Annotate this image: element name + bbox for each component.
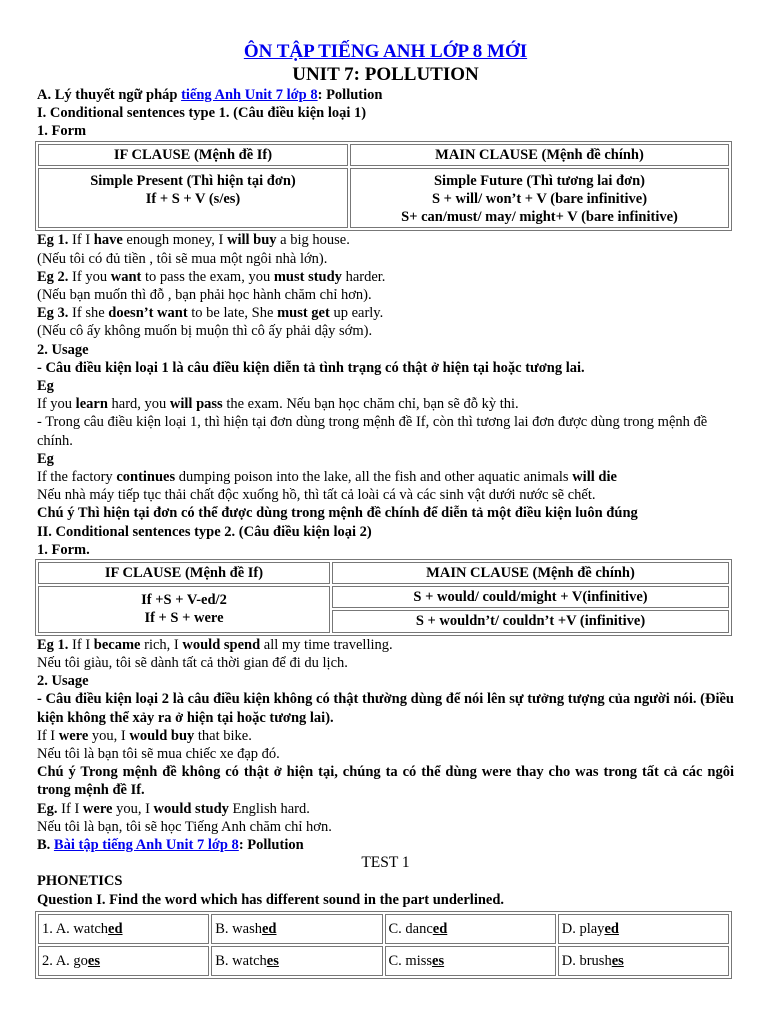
example-text: up early. — [329, 305, 384, 322]
main-clause-header: MAIN CLAUSE (Mệnh đề chính) — [350, 144, 729, 166]
underlined-part: es — [266, 952, 279, 969]
example-text: dumping poison into the lake, all the fish and other aquatic animals — [175, 469, 573, 486]
example-text: the exam. Nếu bạn học chăm chỉ, bạn sẽ đỗ kỳ thi. — [222, 396, 519, 413]
example-line — [37, 636, 734, 654]
option-text: 1. A. watch — [42, 920, 109, 937]
example-label: Eg 1. — [37, 636, 69, 653]
section-b-heading — [37, 836, 734, 854]
example-line — [37, 395, 734, 413]
section-b-suffix: : Pollution — [238, 836, 304, 853]
example-bold: would spend — [182, 636, 261, 653]
unit-title: UNIT 7: POLLUTION — [292, 64, 479, 85]
underlined-part: ed — [432, 920, 448, 937]
question-table — [35, 911, 732, 979]
option-text: D. play — [561, 920, 605, 937]
main-clause-cell: S + would/ could/might + V(infinitive) — [332, 586, 729, 608]
test-title: TEST 1 — [361, 854, 410, 872]
answer-option[interactable] — [385, 946, 556, 976]
example-translation: Nếu tôi là bạn, tôi sẽ học Tiếng Anh chăm chỉ hơn. — [37, 818, 332, 835]
type2-heading: II. Conditional sentences type 2. (Câu điều kiện loại 2) — [37, 523, 372, 540]
type1-form-table — [35, 141, 732, 232]
type1-form-heading: 1. Form — [37, 123, 87, 140]
example-translation: (Nếu cô ấy không muốn bị muộn thì cô ấy phải dậy sớm). — [37, 323, 373, 340]
table-row — [38, 946, 729, 976]
example-bold: doesn’t want — [108, 305, 188, 322]
option-text: 2. A. go — [42, 952, 88, 969]
example-text: you, I — [88, 727, 130, 744]
answer-option[interactable] — [38, 914, 209, 944]
if-clause-header: IF CLAUSE (Mệnh đề If) — [38, 144, 348, 166]
example-bold: have — [93, 232, 123, 249]
table-header-row — [38, 562, 729, 584]
example-text: you, I — [112, 800, 154, 817]
option-text: C. miss — [388, 952, 433, 969]
example-translation: (Nếu tôi có đủ tiền , tôi sẽ mua một ngôi nhà lớn). — [37, 250, 328, 267]
example-translation: Nếu tôi là bạn tôi sẽ mua chiếc xe đạp đó. — [37, 745, 280, 762]
example-bold: must get — [277, 305, 330, 322]
underlined-part: ed — [604, 920, 619, 937]
if-clause-line: If + S + were — [144, 610, 224, 627]
document-title[interactable] — [37, 40, 734, 64]
example-label: Eg 1. — [37, 232, 69, 249]
type2-note-bold: Chú ý Trong mệnh đề không có thật ở hiện tại, chúng ta có thể dùng were thay cho was trong tất cả các ngôi trong mệnh đề If. — [37, 764, 734, 799]
question-heading: Question I. Find the word which has different sound in the part underlined. — [37, 891, 505, 908]
section-b-prefix: B. — [37, 836, 54, 853]
example-bold: continues — [116, 469, 176, 486]
type1-note: - Trong câu điều kiện loại 1, thì hiện tại đơn dùng trong mệnh đề If, còn thì tương lai đơn được dùng trong mệnh đề chính. — [37, 414, 708, 449]
option-text: B. watch — [215, 952, 267, 969]
underlined-part: es — [611, 952, 624, 969]
option-text: D. brush — [561, 952, 612, 969]
example-translation: Nếu tôi giàu, tôi sẽ dành tất cả thời gian để đi du lịch. — [37, 654, 348, 671]
example-text: If you — [68, 268, 111, 285]
example-bold: would buy — [129, 727, 195, 744]
eg-label: Eg — [37, 450, 54, 467]
section-a-heading — [37, 86, 734, 104]
example-bold: would study — [153, 800, 229, 817]
example-text: If I — [68, 232, 94, 249]
example-translation: (Nếu bạn muốn thì đỗ , bạn phải học hành chăm chỉ hơn). — [37, 287, 372, 304]
example-text: all my time travelling. — [260, 636, 393, 653]
example-text: hard, you — [107, 396, 170, 413]
table-row — [38, 168, 729, 229]
example-line — [37, 268, 734, 286]
main-clause-line: S+ can/must/ may/ might+ V (bare infinitive) — [401, 209, 678, 226]
example-text: If she — [68, 305, 109, 322]
if-clause-line: If +S + V-ed/2 — [141, 592, 227, 609]
underlined-part: ed — [261, 920, 277, 937]
if-clause-line: If + S + V (s/es) — [145, 191, 241, 208]
example-text: If the factory — [37, 469, 117, 486]
if-clause-header: IF CLAUSE (Mệnh đề If) — [38, 562, 330, 584]
option-text: B. wash — [215, 920, 262, 937]
example-text: If I — [57, 800, 83, 817]
example-bold: will die — [572, 469, 617, 486]
example-bold: were — [58, 727, 89, 744]
section-a-prefix: A. Lý thuyết ngữ pháp — [37, 87, 182, 103]
main-clause-line: Simple Future (Thì tương lai đơn) — [433, 172, 645, 189]
answer-option[interactable] — [385, 914, 556, 944]
type1-usage-heading: 2. Usage — [37, 341, 89, 358]
example-line — [37, 304, 734, 322]
type1-usage-text: - Câu điều kiện loại 1 là câu điều kiện diễn tả tình trạng có thật ở hiện tại hoặc tương lai. — [37, 359, 585, 376]
table-header-row — [38, 144, 729, 166]
phonetics-heading: PHONETICS — [37, 873, 123, 890]
section-a-link[interactable]: tiếng Anh Unit 7 lớp 8 — [181, 87, 318, 103]
section-b-link[interactable]: Bài tập tiếng Anh Unit 7 lớp 8 — [53, 836, 239, 853]
example-bold: want — [110, 268, 142, 285]
example-text: enough money, I — [122, 232, 227, 249]
eg-label: Eg — [37, 378, 54, 395]
table-row — [38, 914, 729, 944]
main-clause-cell — [350, 168, 729, 229]
underlined-part: ed — [108, 920, 123, 937]
if-clause-line: Simple Present (Thì hiện tại đơn) — [90, 172, 296, 189]
example-text: to be late, She — [187, 305, 278, 322]
type2-usage-heading: 2. Usage — [37, 673, 89, 690]
example-text: If I — [68, 636, 94, 653]
example-text: a big house. — [276, 232, 350, 249]
example-text: to pass the exam, you — [141, 268, 274, 285]
example-text: that bike. — [194, 727, 252, 744]
example-label: Eg. — [37, 800, 58, 817]
example-text: rich, I — [140, 636, 183, 653]
main-clause-header: MAIN CLAUSE (Mệnh đề chính) — [332, 562, 729, 584]
answer-option[interactable] — [558, 914, 729, 944]
table-row — [38, 586, 729, 608]
example-line — [37, 468, 734, 486]
answer-option[interactable] — [211, 914, 382, 944]
example-bold: will buy — [226, 232, 277, 249]
example-line — [37, 800, 734, 818]
if-clause-cell — [38, 586, 330, 632]
type1-heading: I. Conditional sentences type 1. (Câu điều kiện loại 1) — [37, 105, 367, 122]
type2-form-heading: 1. Form. — [37, 541, 90, 558]
example-bold: must study — [273, 268, 342, 285]
type1-note-bold: Chú ý Thì hiện tại đơn có thể được dùng trong mệnh đề chính để diễn tả một điều kiện luôn đúng — [37, 505, 638, 522]
example-bold: learn — [75, 396, 108, 413]
example-bold: were — [82, 800, 113, 817]
underlined-part: es — [432, 952, 445, 969]
example-line — [37, 727, 734, 745]
example-label: Eg 3. — [37, 305, 69, 322]
example-translation: Nếu nhà máy tiếp tục thải chất độc xuống hồ, thì tất cả loài cá và các sinh vật dưới nước sẽ chết. — [37, 487, 596, 504]
example-bold: will pass — [169, 396, 223, 413]
underlined-part: es — [87, 952, 101, 969]
example-label: Eg 2. — [37, 268, 69, 285]
answer-option[interactable] — [211, 946, 382, 976]
type2-form-table — [35, 559, 732, 636]
type2-usage-text: - Câu điều kiện loại 2 là câu điều kiện không có thật thường dùng để nói lên sự tưởng tượng của người nói. (Điều kiện không thể xảy ra ở hiện tại hoặc tương lai). — [37, 691, 734, 726]
option-text: C. danc — [388, 920, 433, 937]
main-clause-cell: S + wouldn’t/ couldn’t +V (infinitive) — [332, 610, 729, 632]
example-bold: became — [93, 636, 141, 653]
answer-option[interactable] — [38, 946, 209, 976]
title-link[interactable]: ÔN TẬP TIẾNG ANH LỚP 8 MỚI — [243, 41, 528, 62]
example-text: If you — [37, 396, 76, 413]
example-text: English hard. — [228, 800, 310, 817]
if-clause-cell — [38, 168, 348, 229]
example-line — [37, 231, 734, 249]
section-a-suffix: : Pollution — [317, 87, 383, 103]
example-text: If I — [37, 727, 59, 744]
main-clause-line: S + will/ won’t + V (bare infinitive) — [431, 191, 648, 208]
example-text: harder. — [341, 268, 386, 285]
answer-option[interactable] — [558, 946, 729, 976]
